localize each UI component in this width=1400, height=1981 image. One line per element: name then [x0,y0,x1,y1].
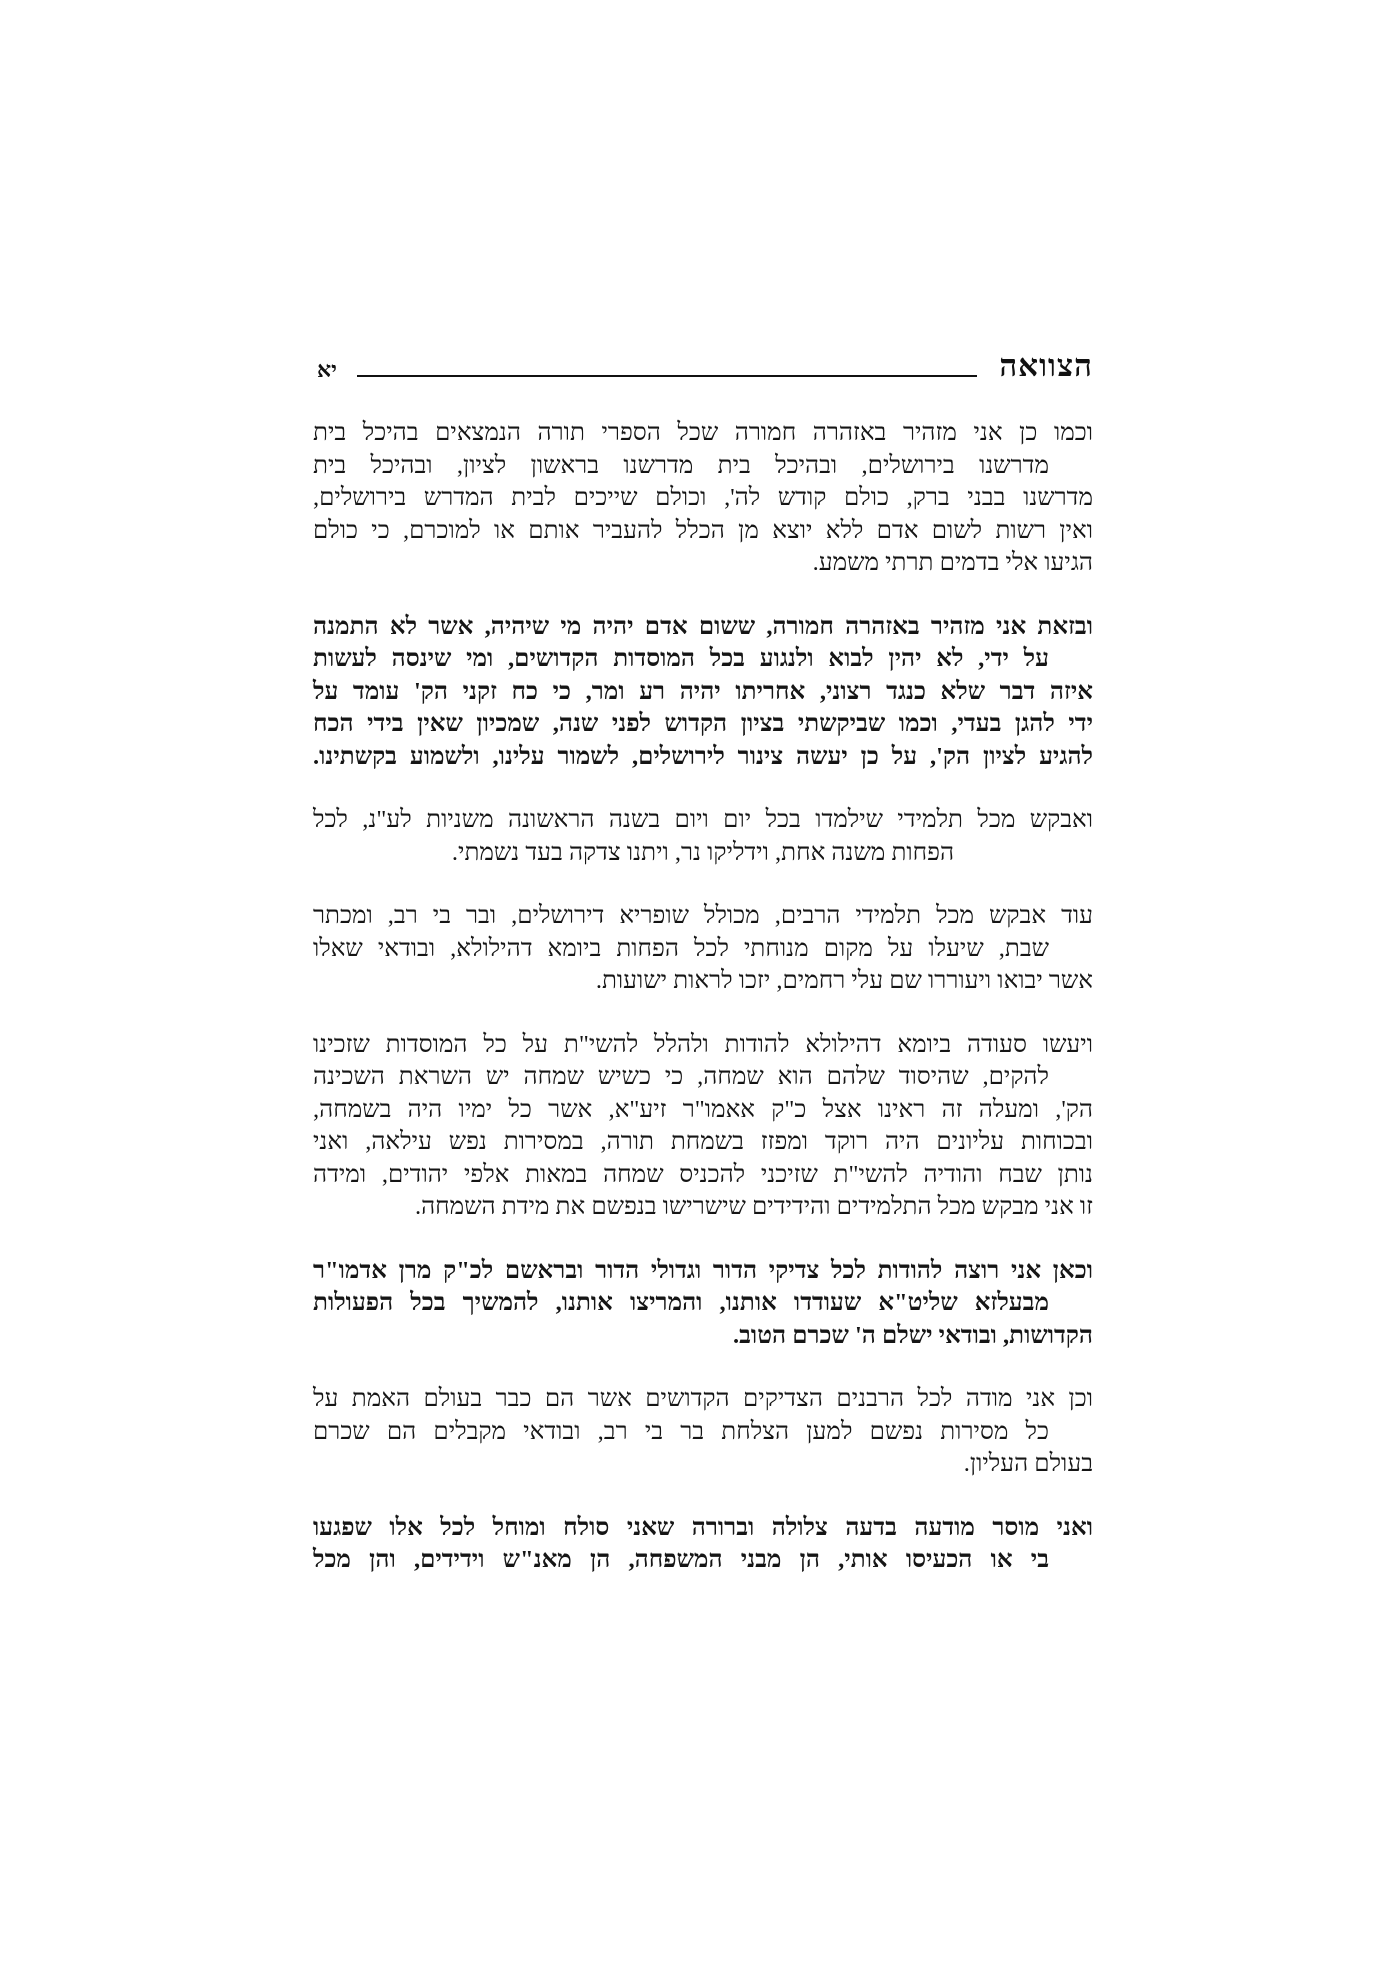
text-line: בי או הכעיסו אותי, הן מבני המשפחה, הן מאנ"ש וידידים, והן מכל [313,1546,1049,1573]
text-line: ויעשו סעודה ביומא דהילולא להודות ולהלל להשי"ת על כל המוסדות שזכינו [313,1030,1093,1058]
text-line: הגיעו אלי בדמים תרתי משמע. [812,549,1093,576]
text-line: הק', ומעלה זה ראינו אצל כ"ק אאמו"ר זיע"א, אשר כל ימיו היה בשמחה, [313,1095,1093,1123]
text-line: מבעלזא שליט"א שעודדו אותנו, והמריצו אותנו, להמשיך בכל הפעולות [313,1289,1049,1316]
text-line: שבת, שיעלו על מקום מנוחתי לכל הפחות ביומא דהילולא, ובודאי שאלו [313,934,1049,962]
text-line: הקדושות, ובודאי ישלם ה' שכרם הטוב. [733,1321,1093,1349]
text-line: ידי להגן בעדי, וכמו שביקשתי בציון הקדוש לפני שנה, שמכיון שאין בידי הכח [313,710,1093,737]
text-line: ואני מוסר מודעה בדעה צלולה וברורה שאני סולח ומוחל לכל אלו שפגעו [313,1513,1093,1541]
text-line: הפחות משנה אחת, וידליקו נר, ויתנו צדקה בעד נשמתי. [451,838,955,866]
running-header [313,345,1093,383]
paragraph-thanks-tzaddikim [313,1255,1093,1353]
text-line: ובזאת אני מזהיר באזהרה חמורה, ששום אדם יהיה מי שיהיה, אשר לא התמנה [313,612,1093,640]
text-line: ואבקש מכל תלמידי שילמדו בכל יום ויום בשנה הראשונה משניות לע"נ, לכל [313,806,1093,833]
text-line: עוד אבקש מכל תלמידי הרבים, מכולל שופריא דירושלים, ובר בי רב, ומכתר [313,902,1093,929]
header-rule [357,375,977,377]
text-line: איזה דבר שלא כנגד רצוני, אחריתו יהיה רע ומר, כי כח זקני הק' עומד על [313,677,1093,705]
running-title: הצוואה [999,348,1093,384]
paragraph-torah-scrolls [313,417,1093,580]
paragraph-warning [313,611,1093,774]
text-line: זו אני מבקש מכל התלמידים והידידים שישרישו בנפשם את מידת השמחה. [414,1193,1093,1220]
text-line: וכן אני מודה לכל הרבנים הצדיקים הקדושים אשר הם כבר בעולם האמת על [313,1385,1093,1412]
text-line: ובכוחות עליונים היה רוקד ומפזז בשמחת תורה, במסירות נפש עילאה, ואני [313,1128,1093,1155]
paragraph-visit-request [313,900,1093,998]
text-line: להגיע לציון הק', על כן יעשה צינור לירושלים, לשמור עלינו, ולשמוע בקשתינו. [313,742,1093,770]
text-line: מדרשנו בירושלים, ובהיכל בית מדרשנו בראשון לציון, ובהיכל בית [313,451,1049,479]
text-line: אשר יבואו ויעוררו שם עלי רחמים, יזכו לראות ישועות. [595,967,1093,994]
text-line: כל מסירות נפשם למען הצלחת בר בי רב, ובודאי מקבלים הם שכרם [313,1417,1049,1445]
text-line: להקים, שהיסוד שלהם הוא שמחה, כי כשיש שמחה יש השראת השכינה [313,1063,1049,1090]
paragraph-seudah-joy [313,1029,1093,1224]
page-number: יא [317,357,337,383]
text-line: ואין רשות לשום אדם ללא יוצא מן הכלל להעביר אותם או למוכרם, כי כולם [313,516,1093,544]
text-line: וכאן אני רוצה להודות לכל צדיקי הדור וגדולי הדור ובראשם לכ"ק מרן אדמו"ר [313,1256,1093,1284]
text-line: מדרשנו בבני ברק, כולם קודש לה', וכולם שייכים לבית המדרש בירושלים, [313,484,1093,511]
paragraph-mishnayot-request [313,804,1093,869]
text-line: נותן שבח והודיה להשי"ת שזיכני להכניס שמחה במאות אלפי יהודים, ומידה [313,1160,1093,1188]
document-page [313,345,1093,1608]
paragraph-thanks-rabbanim [313,1383,1093,1481]
paragraph-forgiveness [313,1512,1093,1577]
text-line: על ידי, לא יהין לבוא ולנגוע בכל המוסדות הקדושים, ומי שינסה לעשות [313,645,1049,672]
text-line: בעולם העליון. [963,1450,1093,1477]
text-line: וכמו כן אני מזהיר באזהרה חמורה שכל הספרי תורה הנמצאים בהיכל בית [313,419,1093,446]
